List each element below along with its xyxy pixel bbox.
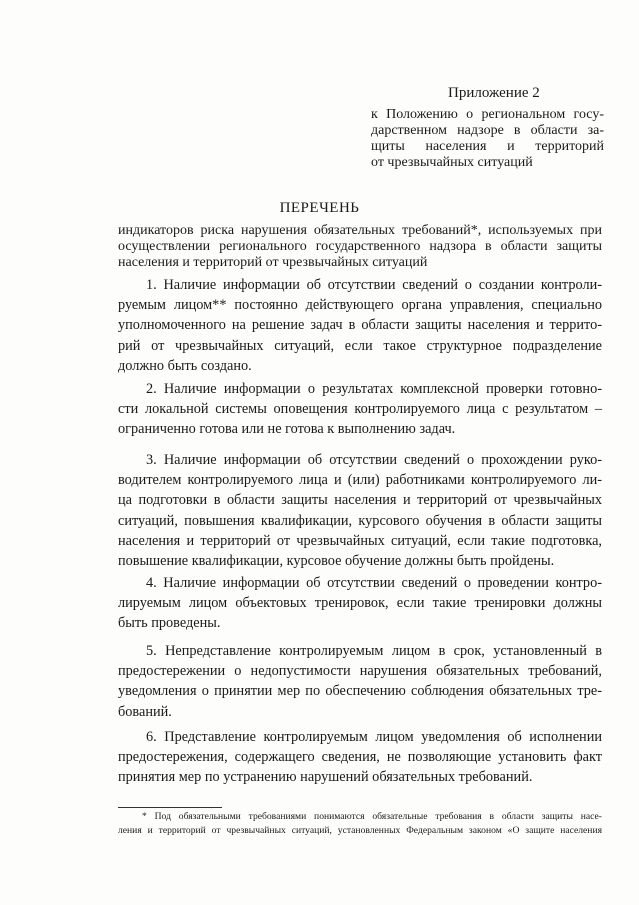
appendix-reference-line: от чрезвычайных ситуаций (371, 155, 533, 170)
paragraph-line: предостережения, содержащего сведения, не позволяющие установить факт (118, 749, 602, 766)
subtitle-line: осуществлении регионального государственного надзора в области защиты (118, 239, 602, 254)
list-item-5 (118, 641, 602, 722)
paragraph-line: должно быть создано. (118, 357, 252, 374)
paragraph-line: уведомления о принятии мер по обеспечению соблюдения обязательных тре- (118, 683, 602, 700)
paragraph-line: предостережении о недопустимости нарушения обязательных требований, (118, 663, 602, 680)
paragraph-line: 4. Наличие информации об отсутствии сведений о проведении контро- (146, 575, 602, 591)
paragraph-line: ца подготовки в области защиты населения и территорий от чрезвычайных (118, 492, 602, 509)
list-item-2 (118, 379, 602, 440)
paragraph-line: рий от чрезвычайных ситуаций, если такое структурное подразделение (118, 337, 602, 354)
paragraph-line: ограниченно готова или не готова к выполнению задач. (118, 421, 456, 438)
appendix-reference-line: щиты населения и территорий (371, 139, 604, 154)
list-item-3 (118, 450, 602, 571)
paragraph-line: 3. Наличие информации об отсутствии сведений о прохождении руко- (146, 452, 602, 468)
list-item-4 (118, 573, 602, 634)
footnote-line: * Под обязательными требованиями понимаются обязательные требования в области защиты насе- (142, 811, 602, 822)
appendix-reference-line: к Положению о региональном госу- (371, 107, 604, 122)
paragraph-line: водителем контролируемого лица и (или) работниками контролируемого ли- (118, 472, 602, 489)
paragraph-line: быть проведены. (118, 615, 221, 632)
paragraph-line: ситуаций, повышения квалификации, курсового обучения в области защиты (118, 512, 602, 529)
paragraph-line: бований. (118, 703, 172, 720)
paragraph-line: сти локальной системы оповещения контролируемого лица с результатом – (118, 401, 602, 418)
paragraph-line: руемым лицом** постоянно действующего органа управления, специально (118, 297, 602, 314)
footnote-line: ления и территорий от чрезвычайных ситуаций, установленных Федеральным законом «О защите населения (118, 825, 602, 836)
paragraph-line: 1. Наличие информации об отсутствии сведений о создании контроли- (146, 277, 602, 293)
list-item-6 (118, 727, 602, 788)
appendix-reference-line: дарственном надзоре в области за- (371, 123, 604, 138)
paragraph-line: повышение квалификации, курсовое обучение должны быть пройдены. (118, 553, 555, 570)
paragraph-line: 6. Представление контролируемым лицом уведомления об исполнении (146, 729, 602, 745)
paragraph-line: лируемым лицом объектовых тренировок, если такие тренировки должны (118, 595, 602, 612)
appendix-number: Приложение 2 (448, 85, 540, 101)
paragraph-line: принятия мер по устранению нарушений обязательных требований. (118, 769, 533, 786)
paragraph-line: уполномоченного на решение задач в области защиты населения и террито- (118, 317, 602, 334)
list-item-1 (118, 275, 602, 376)
footnote-separator (118, 807, 222, 808)
footnote (118, 810, 602, 838)
subtitle-line: индикаторов риска нарушения обязательных требований*, используемых при (118, 223, 602, 238)
paragraph-line: 2. Наличие информации о результатах комплексной проверки готовно- (146, 381, 602, 397)
appendix-reference (371, 107, 604, 171)
subtitle-line: населения и территорий от чрезвычайных ситуаций (118, 255, 428, 270)
paragraph-line: населения и территорий от чрезвычайных ситуаций, если такие подготовка, (118, 532, 602, 549)
document-subtitle (118, 223, 602, 271)
document-title: ПЕРЕЧЕНЬ (279, 200, 360, 216)
paragraph-line: 5. Непредставление контролируемым лицом в срок, установленный в (146, 643, 602, 659)
